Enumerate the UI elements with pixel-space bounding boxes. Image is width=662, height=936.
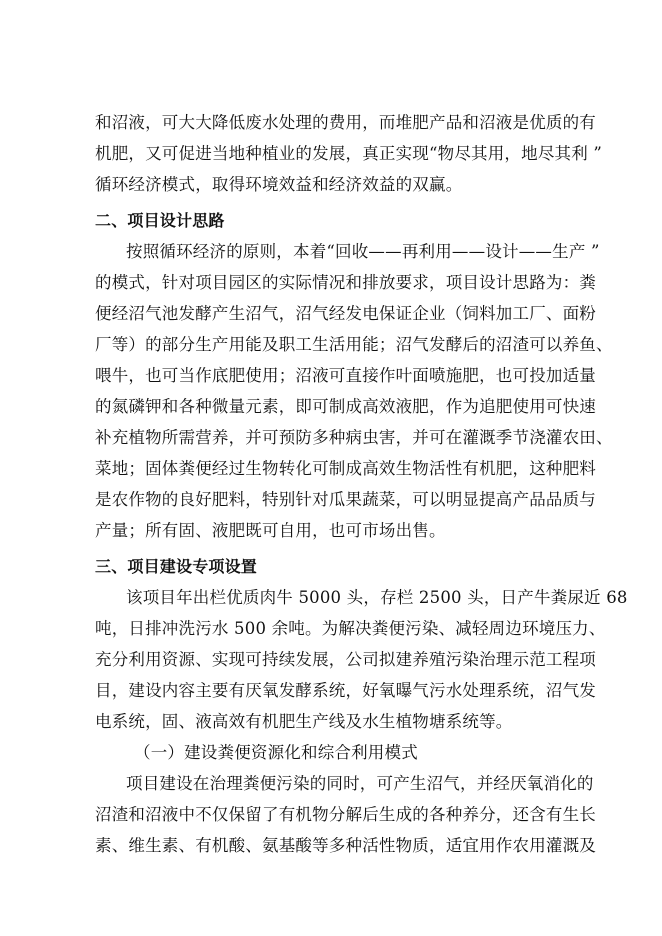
section-2-line-9: 是农作物的良好肥料，特别针对瓜果蔬菜，可以明显提高产品品质与 (95, 490, 596, 509)
section-3-line-5: 电系统，固、液高效有机肥生产线及水生植物塘系统等。 (95, 712, 513, 731)
section-3-line-3: 充分利用资源、实现可持续发展，公司拟建养殖污染治理示范工程项 (95, 650, 596, 669)
section-2-line-3: 便经沼气池发酵产生沼气，沼气经发电保证企业（饲料加工厂、面粉 (95, 304, 596, 323)
subsection-1-heading: （一）建设粪便资源化和综合利用模式 (134, 743, 418, 762)
section-3-line-2: 吨，日排冲洗污水 500 余吨。为解决粪便污染、减轻周边环境压力、 (95, 619, 606, 638)
section-2-line-5: 喂牛，也可当作底肥使用；沼液可直接作叶面喷施肥，也可投加适量 (95, 366, 596, 385)
section-3-line-1: 该项目年出栏优质肉牛 5000 头，存栏 2500 头，日产牛粪尿近 68 (126, 588, 628, 607)
section-3-line-4: 目，建设内容主要有厌氧发酵系统，好氧曝气污水处理系统，沼气发 (95, 681, 596, 700)
section-2-line-4: 厂等）的部分生产用能及职工生活用能；沼气发酵后的沼渣可以养鱼、 (95, 335, 613, 354)
intro-line-3: 循环经济模式，取得环境效益和经济效益的双赢。 (95, 175, 463, 194)
subsection-1-line-3: 素、维生素、有机酸、氨基酸等多种活性物质，适宜用作农用灌溉及 (95, 836, 596, 855)
section-3-heading: 三、项目建设专项设置 (95, 557, 258, 576)
intro-line-1: 和沼液，可大大降低废水处理的费用，而堆肥产品和沼液是优质的有 (95, 113, 596, 132)
section-2-line-7: 补充植物所需营养，并可预防多种病虫害，并可在灌溉季节浇灌农田、 (95, 428, 613, 447)
intro-line-2: 机肥，又可促进当地种植业的发展，真正实现“物尽其用，地尽其利 ” (95, 144, 603, 163)
section-2-line-6: 的氮磷钾和各种微量元素，即可制成高效液肥，作为追肥使用可快速 (95, 397, 596, 416)
subsection-1-line-1: 项目建设在治理粪便污染的同时，可产生沼气，并经厌氧消化的 (126, 774, 594, 793)
section-2-line-10: 产量；所有固、液肥既可自用，也可市场出售。 (95, 521, 446, 540)
section-2-heading: 二、项目设计思路 (95, 211, 225, 230)
section-2-line-8: 菜地；固体粪便经过生物转化可制成高效生物活性有机肥，这种肥料 (95, 459, 596, 478)
subsection-1-line-2: 沼渣和沼液中不仅保留了有机物分解后生成的各种养分，还含有生长 (95, 805, 596, 824)
section-2-line-1: 按照循环经济的原则，本着“回收——再利用——设计——生产 ” (126, 242, 600, 261)
section-2-line-2: 的模式，针对项目园区的实际情况和排放要求，项目设计思路为：粪 (95, 273, 596, 292)
